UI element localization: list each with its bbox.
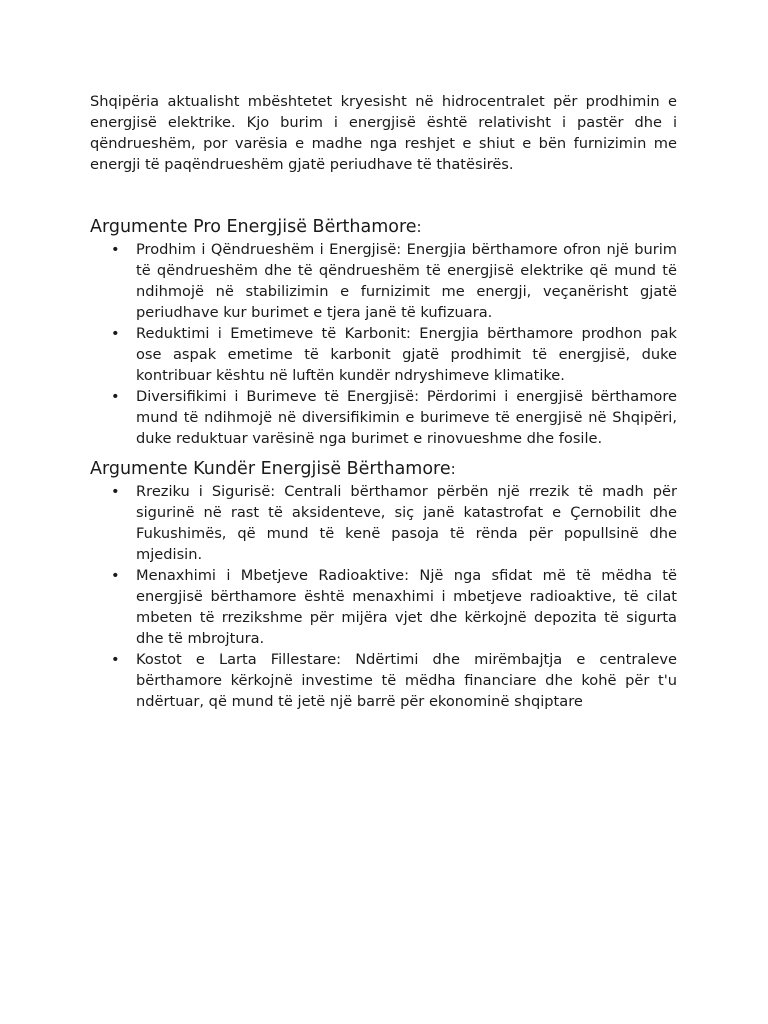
bullet-icon: • <box>111 567 120 584</box>
document-page <box>90 91 677 712</box>
list-item <box>90 239 677 323</box>
bullet-icon: • <box>111 651 120 668</box>
list-item-text: Rreziku i Sigurisë: Centrali bërthamor përbën një rrezik të madh për sigurinë në rast të aksidenteve, siç janë katastrofat e Çernobilit dhe Fukushimës, që mund të kenë pasoja të rënda për popullsinë dhe mjedisin. <box>136 483 677 563</box>
bullet-icon: • <box>111 325 120 342</box>
pro-heading-colon: : <box>416 218 422 236</box>
list-item-text: Menaxhimi i Mbetjeve Radioaktive: Një nga sfidat më të mëdha të energjisë bërthamore është menaxhimi i mbetjeve radioaktive, të cilat mbeten të rrezikshme për mijëra vjet dhe kërkojnë depozita të sigurta dhe të mbrojtura. <box>136 567 677 647</box>
contra-heading <box>90 457 677 481</box>
list-item-text: Prodhim i Qëndrueshëm i Energjisë: Energjia bërthamore ofron një burim të qëndrueshëm dhe të qëndrueshëm të energjisë elektrike që mund të ndihmojë në stabilizimin e furnizimit me energji, veçanërisht gjatë periudhave kur burimet e tjera janë të kufizuara. <box>136 241 677 321</box>
list-item-text: Diversifikimi i Burimeve të Energjisë: Përdorimi i energjisë bërthamore mund të ndihmojë në diversifikimin e burimeve të energjisë në Shqipëri, duke reduktuar varësinë nga burimet e rinovueshme dhe fosile. <box>136 388 677 447</box>
list-item <box>90 565 677 649</box>
bullet-icon: • <box>111 388 120 405</box>
intro-paragraph: Shqipëria aktualisht mbështetet kryesisht në hidrocentralet për prodhimin e energjisë elektrike. Kjo burim i energjisë është relativisht i pastër dhe i qëndrueshëm, por varësia e madhe nga reshjet e shiut e bën furnizimin me energji të paqëndrueshëm gjatë periudhave të thatësirës. <box>90 93 677 173</box>
pro-heading-text: Argumente Pro Energjisë Bërthamore <box>90 217 417 237</box>
pro-list-b <box>90 323 677 449</box>
list-item <box>90 649 677 712</box>
list-item <box>90 481 677 565</box>
bullet-icon: • <box>111 483 120 500</box>
contra-list <box>90 481 677 712</box>
list-item-text: Kostot e Larta Fillestare: Ndërtimi dhe mirëmbajtja e centraleve bërthamore kërkojnë investime të mëdha financiare dhe kohë për t'u ndërtuar, që mund të jetë një barrë për ekonominë shqiptare <box>136 651 677 710</box>
bullet-icon: • <box>111 241 120 258</box>
list-item <box>90 323 677 386</box>
contra-heading-colon: : <box>450 460 456 478</box>
pro-list-a <box>90 239 677 323</box>
pro-heading <box>90 215 677 239</box>
list-item-text: Reduktimi i Emetimeve të Karbonit: Energjia bërthamore prodhon pak ose aspak emetime të karbonit gjatë prodhimit të energjisë, duke kontribuar kështu në luftën kundër ndryshimeve klimatike. <box>136 325 677 384</box>
contra-heading-text: Argumente Kundër Energjisë Bërthamore <box>90 459 451 479</box>
list-item <box>90 386 677 449</box>
